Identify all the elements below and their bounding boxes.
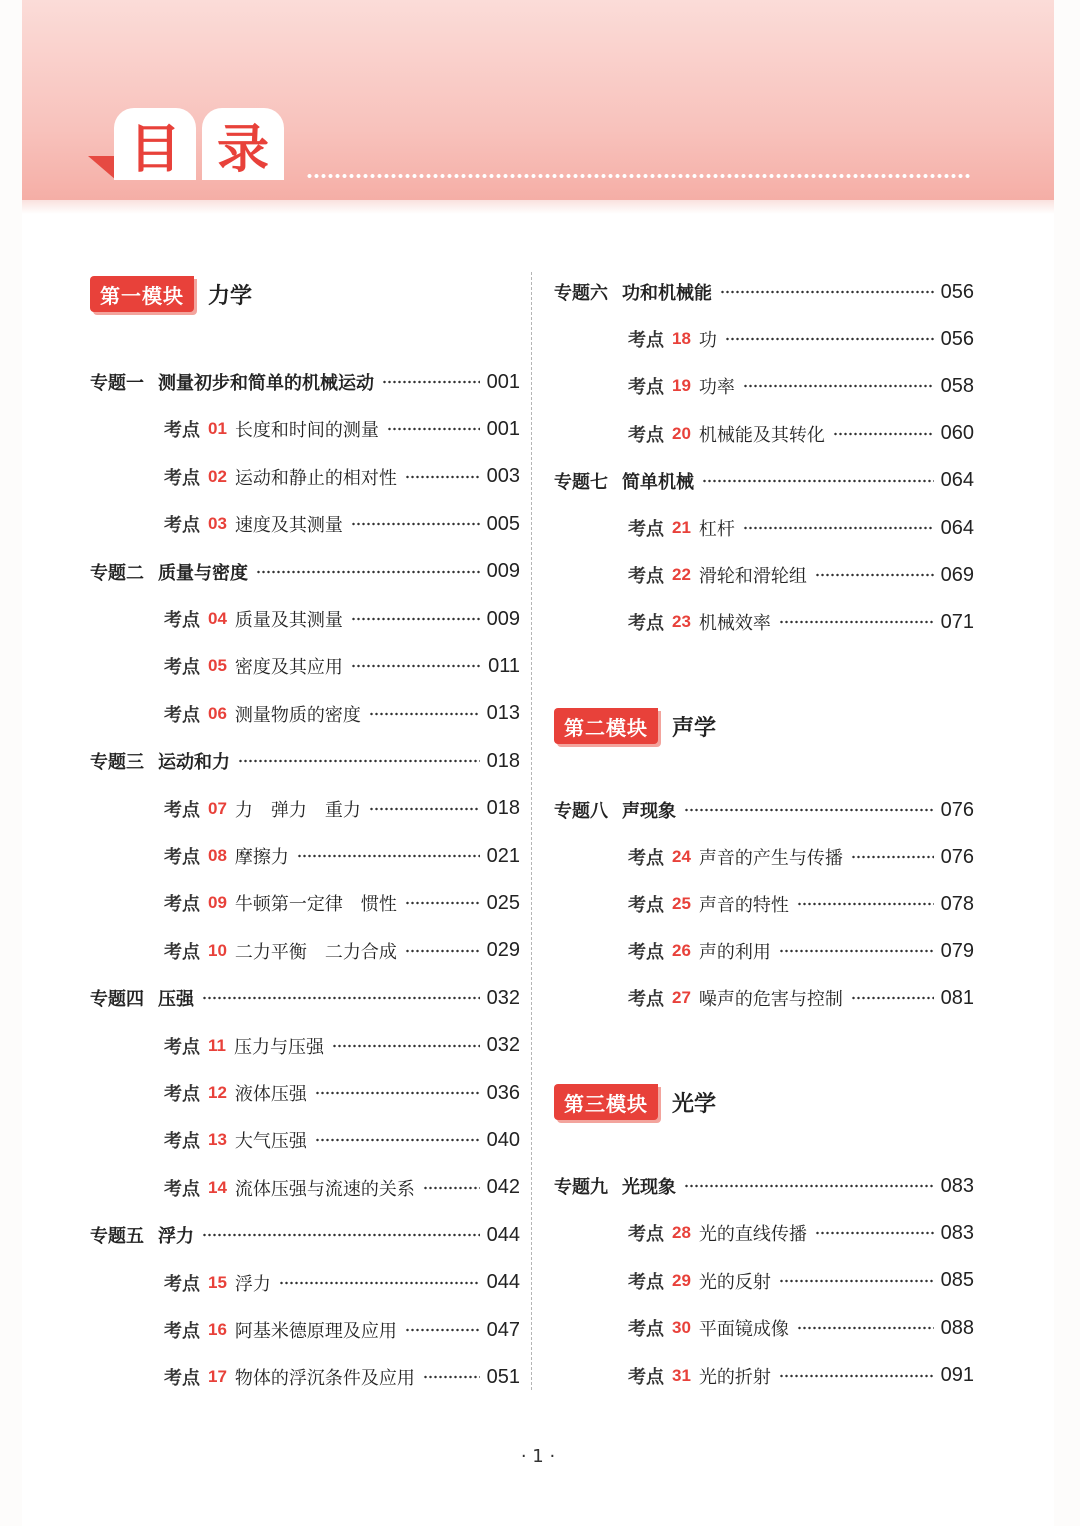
point-number: 06 [208, 703, 227, 723]
point-number: 31 [672, 1365, 691, 1385]
leader-dots [423, 1185, 480, 1191]
page-reference: 018 [486, 797, 520, 820]
point-number: 08 [208, 846, 227, 865]
toc-subtopic-entry[interactable] [164, 651, 520, 681]
module-heading-optics [554, 1082, 716, 1122]
point-number: 22 [672, 565, 691, 585]
toc-subtopic-entry[interactable] [164, 1078, 520, 1108]
page-reference: 064 [940, 469, 974, 492]
title-char-1: 目 [114, 108, 196, 180]
toc-subtopic-entry[interactable] [628, 1361, 974, 1391]
page-reference: 091 [940, 1364, 974, 1387]
toc-subtopic-entry[interactable] [164, 509, 520, 539]
leader-dots [405, 900, 480, 906]
leader-dots [405, 1327, 480, 1333]
point-label: 考点 [164, 1321, 200, 1342]
point-number: 11 [208, 1035, 226, 1055]
point-label: 考点 [628, 566, 664, 588]
page-reference: 001 [486, 417, 520, 440]
toc-subtopic-entry[interactable] [628, 607, 974, 637]
entry-title: 简单机械 [622, 471, 694, 493]
toc-subtopic-entry[interactable] [628, 1313, 974, 1343]
page [22, 0, 1054, 1526]
topic-label: 专题四 [90, 989, 144, 1011]
entry-title: 浮力 [234, 1273, 271, 1295]
point-number: 19 [672, 376, 691, 396]
leader-dots [702, 478, 934, 484]
point-number: 15 [208, 1272, 227, 1292]
point-label: 考点 [164, 1368, 200, 1390]
leader-dots [382, 379, 480, 385]
leader-dots [202, 995, 480, 1001]
leader-dots [387, 426, 480, 432]
toc-subtopic-entry[interactable] [164, 699, 520, 729]
column-divider [531, 272, 532, 1390]
leader-dots [256, 569, 480, 575]
page-reference: 085 [940, 1269, 974, 1292]
entry-title: 二力平衡 二力合成 [234, 941, 397, 963]
page-reference: 058 [940, 374, 974, 397]
leader-dots [351, 521, 480, 527]
entry-title: 压力与压强 [233, 1036, 324, 1058]
point-label: 考点 [164, 515, 200, 537]
leader-dots [797, 901, 934, 907]
page-reference: 056 [940, 327, 974, 350]
page-reference: 009 [486, 560, 520, 583]
leader-dots [369, 711, 480, 717]
entry-title: 阿基米德原理及应用 [234, 1321, 397, 1342]
entry-title: 测量初步和简单的机械运动 [158, 373, 374, 394]
point-label: 考点 [164, 1036, 200, 1058]
module-name: 力学 [208, 283, 253, 309]
page-reference: 081 [940, 986, 974, 1009]
point-label: 考点 [628, 330, 664, 352]
point-label: 考点 [164, 420, 200, 442]
entry-title: 声音的产生与传播 [698, 848, 843, 869]
point-number: 25 [672, 894, 691, 913]
entry-title: 质量与密度 [158, 562, 248, 584]
toc-subtopic-entry[interactable] [628, 371, 974, 401]
leader-dots [851, 995, 934, 1001]
topic-label: 专题八 [554, 801, 608, 822]
toc-subtopic-entry[interactable] [164, 794, 520, 824]
point-number: 23 [672, 612, 691, 632]
entry-title: 机械效率 [698, 613, 771, 635]
page-reference: 009 [486, 607, 520, 630]
point-label: 考点 [164, 1273, 200, 1295]
entry-title: 平面镜成像 [698, 1319, 789, 1341]
point-label: 考点 [164, 941, 200, 963]
point-number: 09 [208, 893, 227, 913]
page-reference: 036 [486, 1081, 520, 1104]
topic-label: 专题七 [554, 471, 608, 493]
page-reference: 076 [940, 798, 974, 821]
toc-subtopic-entry[interactable] [164, 462, 520, 492]
page-reference: 047 [486, 1318, 520, 1341]
point-number: 03 [208, 514, 227, 534]
leader-dots [743, 383, 934, 389]
toc-subtopic-entry[interactable] [628, 936, 974, 966]
toc-topic-entry[interactable] [90, 983, 520, 1013]
toc-subtopic-entry[interactable] [628, 419, 974, 449]
module-badge: 第三模块 [554, 1084, 658, 1120]
entry-title: 摩擦力 [234, 847, 289, 868]
toc-topic-entry[interactable] [90, 1220, 520, 1250]
module-name: 光学 [672, 1091, 717, 1117]
toc-subtopic-entry[interactable] [164, 1031, 520, 1061]
page-reference: 076 [940, 845, 974, 868]
point-label: 考点 [628, 1224, 664, 1246]
entry-title: 长度和时间的测量 [234, 420, 379, 442]
page-reference: 088 [940, 1316, 974, 1339]
toc-subtopic-entry[interactable] [628, 1266, 974, 1296]
entry-title: 大气压强 [234, 1131, 307, 1153]
point-label: 考点 [628, 895, 664, 916]
leader-dots [202, 1232, 480, 1238]
page-reference: 079 [940, 939, 974, 962]
toc-topic-entry[interactable] [554, 795, 974, 825]
page-reference: 051 [486, 1365, 520, 1388]
topic-label: 专题一 [90, 373, 144, 394]
title-char-2: 录 [202, 108, 284, 180]
toc-subtopic-entry[interactable] [164, 1125, 520, 1155]
toc-topic-entry[interactable] [554, 466, 974, 496]
page-reference: 032 [486, 986, 520, 1009]
page-reference: 069 [940, 563, 974, 586]
leader-dots [851, 854, 934, 860]
entry-title: 功率 [698, 377, 735, 399]
entry-title: 光的直线传播 [698, 1224, 807, 1246]
leader-dots [797, 1325, 934, 1331]
point-label: 考点 [164, 467, 200, 489]
toc-subtopic-entry[interactable] [164, 1268, 520, 1298]
leader-dots [779, 619, 934, 625]
toc-topic-entry[interactable] [554, 277, 974, 307]
leader-dots [351, 616, 480, 622]
leader-dots [725, 336, 934, 342]
entry-title: 功 [698, 330, 717, 352]
toc-subtopic-entry[interactable] [164, 604, 520, 634]
leader-dots [815, 572, 934, 578]
entry-title: 密度及其应用 [234, 657, 343, 679]
point-number: 16 [208, 1320, 227, 1339]
leader-dots [238, 758, 480, 764]
entry-title: 杠杆 [698, 519, 735, 540]
entry-title: 声音的特性 [698, 895, 789, 916]
topic-label: 专题五 [90, 1226, 144, 1248]
module-badge: 第一模块 [90, 276, 194, 312]
toc-subtopic-entry[interactable] [164, 841, 520, 871]
point-label: 考点 [164, 1178, 200, 1200]
page-reference: 013 [486, 702, 520, 725]
topic-label: 专题九 [554, 1177, 608, 1198]
leader-dots [720, 289, 934, 295]
point-number: 24 [672, 847, 691, 866]
point-number: 02 [208, 466, 227, 486]
point-label: 考点 [164, 1084, 200, 1105]
point-label: 考点 [164, 847, 200, 868]
point-label: 考点 [628, 613, 664, 635]
page-reference: 056 [940, 280, 974, 303]
entry-title: 滑轮和滑轮组 [698, 566, 807, 588]
leader-dots [779, 948, 934, 954]
point-number: 04 [208, 609, 227, 628]
header-shadow [22, 200, 1054, 214]
leader-dots [684, 1183, 934, 1189]
point-number: 27 [672, 988, 691, 1007]
module-badge: 第二模块 [554, 708, 658, 744]
point-number: 13 [208, 1130, 227, 1150]
toc-subtopic-entry[interactable] [628, 983, 974, 1013]
point-number: 12 [208, 1083, 227, 1102]
point-label: 考点 [628, 519, 664, 540]
entry-title: 浮力 [158, 1226, 194, 1248]
entry-title: 声的利用 [698, 942, 771, 963]
point-label: 考点 [164, 704, 200, 726]
entry-title: 质量及其测量 [234, 610, 343, 631]
entry-title: 运动和静止的相对性 [234, 467, 397, 489]
entry-title: 力 弹力 重力 [234, 799, 361, 821]
entry-title: 流体压强与流速的关系 [234, 1178, 415, 1200]
point-label: 考点 [164, 657, 200, 679]
point-label: 考点 [628, 1319, 664, 1341]
toc-subtopic-entry[interactable] [164, 1173, 520, 1203]
point-number: 05 [208, 656, 227, 676]
point-label: 考点 [164, 610, 200, 631]
entry-title: 压强 [158, 989, 194, 1011]
entry-title: 声现象 [622, 801, 676, 822]
leader-dots [315, 1137, 480, 1143]
point-number: 30 [672, 1318, 691, 1338]
page-reference: 018 [486, 749, 520, 772]
leader-dots [405, 474, 480, 480]
leader-dots [815, 1230, 934, 1236]
point-number: 21 [672, 518, 691, 537]
leader-dots [279, 1280, 480, 1286]
point-label: 考点 [164, 894, 200, 916]
toc-subtopic-entry[interactable] [164, 414, 520, 444]
point-number: 26 [672, 941, 691, 960]
page-reference: 044 [486, 1271, 520, 1294]
toc-subtopic-entry[interactable] [628, 889, 974, 919]
point-number: 01 [208, 419, 227, 439]
point-label: 考点 [628, 1366, 664, 1388]
point-label: 考点 [628, 942, 664, 963]
toc-subtopic-entry[interactable] [628, 324, 974, 354]
leader-dots [332, 1043, 480, 1049]
leader-dots [833, 431, 934, 437]
page-number: · 1 · [520, 1446, 556, 1467]
entry-title: 光现象 [622, 1177, 676, 1198]
page-reference: 005 [486, 512, 520, 535]
toc-subtopic-entry[interactable] [164, 936, 520, 966]
title-corner-decoration [88, 156, 116, 180]
page-reference: 021 [486, 844, 520, 867]
page-reference: 078 [940, 892, 974, 915]
point-number: 20 [672, 423, 691, 443]
toc-subtopic-entry[interactable] [164, 1315, 520, 1345]
page-reference: 003 [486, 465, 520, 488]
module-heading-acoustics [554, 706, 716, 746]
topic-label: 专题二 [90, 562, 144, 584]
point-number: 29 [672, 1270, 691, 1290]
toc-topic-entry[interactable] [90, 367, 520, 397]
entry-title: 光的反射 [698, 1271, 771, 1293]
toc-subtopic-entry[interactable] [628, 1218, 974, 1248]
point-label: 考点 [628, 989, 664, 1010]
toc-subtopic-entry[interactable] [628, 513, 974, 543]
leader-dots [684, 807, 934, 813]
entry-title: 机械能及其转化 [698, 424, 825, 446]
title-dotted-line [306, 173, 972, 179]
toc-topic-entry[interactable] [90, 746, 520, 776]
entry-title: 光的折射 [698, 1366, 771, 1388]
point-label: 考点 [164, 799, 200, 821]
entry-title: 测量物质的密度 [234, 704, 361, 726]
point-label: 考点 [628, 1271, 664, 1293]
toc-topic-entry[interactable] [554, 1171, 974, 1201]
entry-title: 噪声的危害与控制 [698, 989, 843, 1010]
page-reference: 064 [940, 516, 974, 539]
page-reference: 083 [940, 1221, 974, 1244]
page-reference: 029 [486, 939, 520, 962]
topic-label: 专题六 [554, 283, 608, 304]
page-reference: 060 [940, 422, 974, 445]
point-label: 考点 [628, 848, 664, 869]
toc-subtopic-entry[interactable] [628, 842, 974, 872]
point-label: 考点 [628, 424, 664, 446]
point-number: 28 [672, 1223, 691, 1243]
entry-title: 牛顿第一定律 惯性 [234, 894, 397, 916]
toc-subtopic-entry[interactable] [164, 1362, 520, 1392]
page-reference: 071 [940, 610, 974, 633]
point-number: 07 [208, 798, 227, 818]
leader-dots [779, 1373, 934, 1379]
entry-title: 运动和力 [158, 752, 230, 774]
toc-topic-entry[interactable] [90, 557, 520, 587]
entry-title: 液体压强 [234, 1084, 307, 1105]
module-name: 声学 [672, 715, 717, 741]
entry-title: 速度及其测量 [234, 515, 343, 537]
point-label: 考点 [164, 1131, 200, 1153]
point-number: 10 [208, 940, 227, 960]
page-reference: 044 [486, 1223, 520, 1246]
page-reference: 042 [486, 1176, 520, 1199]
leader-dots [423, 1374, 480, 1380]
page-reference: 032 [486, 1034, 520, 1057]
entry-title: 物体的浮沉条件及应用 [234, 1368, 415, 1390]
point-number: 18 [672, 329, 691, 349]
leader-dots [351, 663, 480, 669]
toc-subtopic-entry[interactable] [628, 560, 974, 590]
point-label: 考点 [628, 377, 664, 399]
topic-label: 专题三 [90, 752, 144, 774]
leader-dots [369, 806, 480, 812]
page-reference: 001 [486, 370, 520, 393]
page-reference: 040 [486, 1128, 520, 1151]
page-reference: 025 [486, 891, 520, 914]
leader-dots [779, 1278, 934, 1284]
module-heading-mechanics [90, 274, 252, 314]
toc-subtopic-entry[interactable] [164, 888, 520, 918]
leader-dots [315, 1090, 480, 1096]
entry-title: 功和机械能 [622, 283, 712, 304]
page-reference: 011 [488, 654, 520, 677]
page-reference: 083 [940, 1174, 974, 1197]
point-number: 17 [208, 1367, 227, 1387]
leader-dots [743, 525, 934, 531]
point-number: 14 [208, 1177, 227, 1197]
leader-dots [297, 853, 480, 859]
leader-dots [405, 948, 480, 954]
